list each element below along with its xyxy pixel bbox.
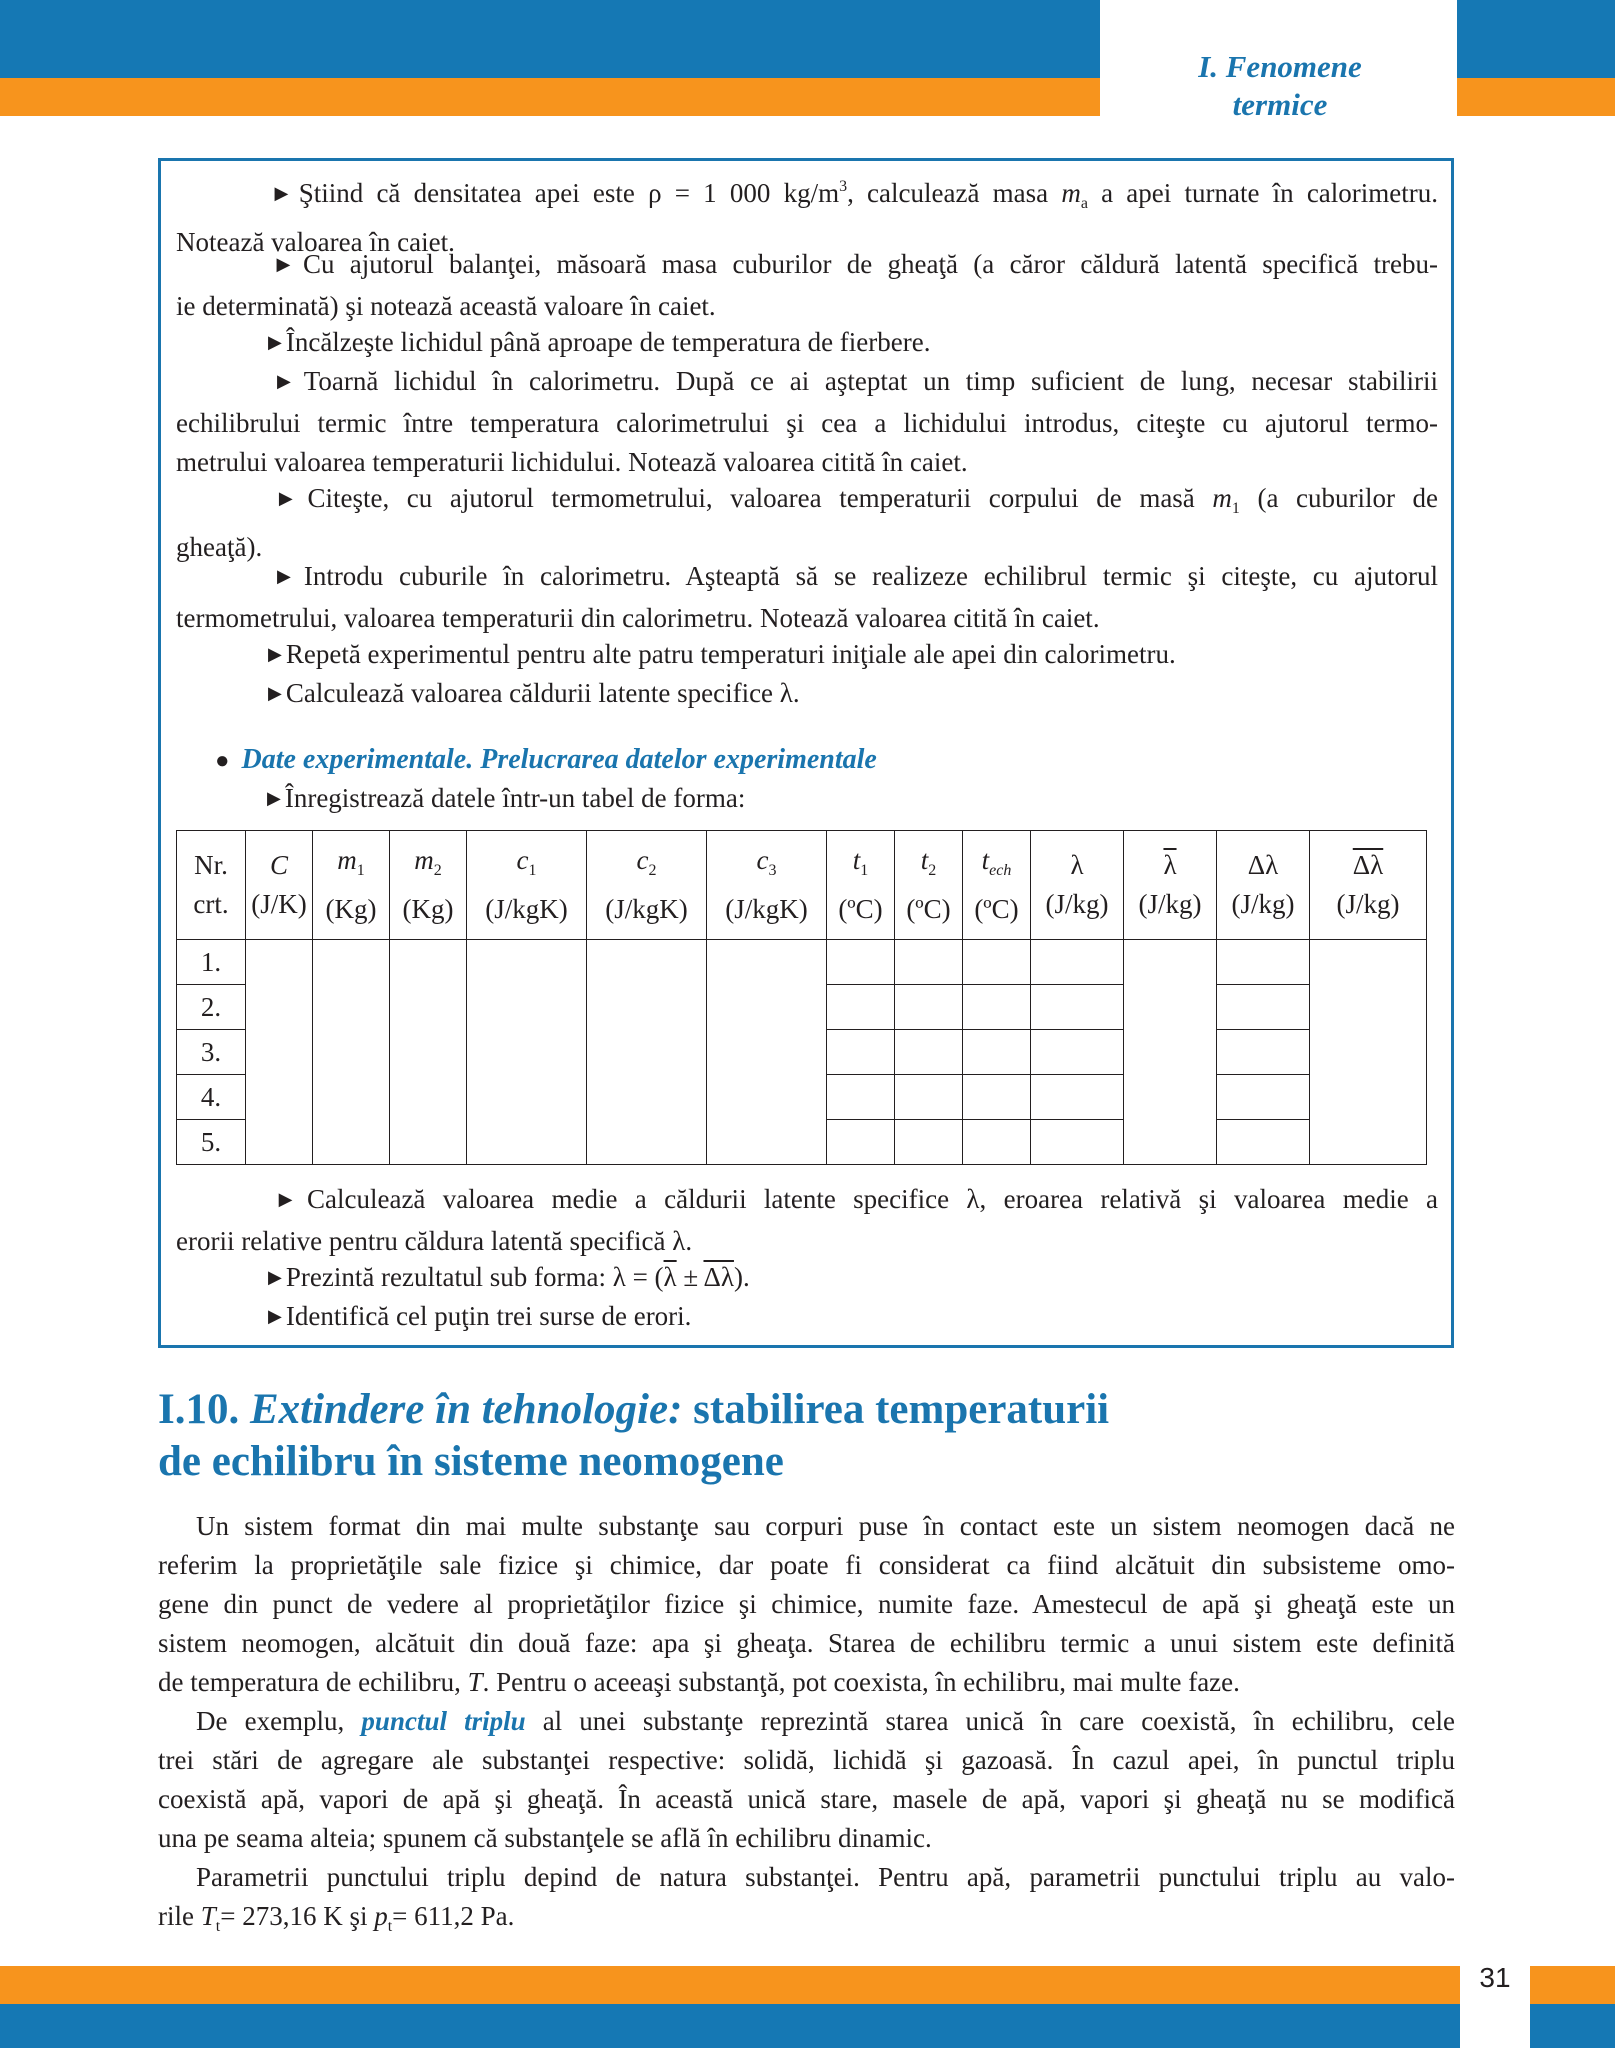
text: Înregistrează datele într-un tabel de forma: [284,783,746,813]
table-body [177,940,1427,1165]
empty-cell [1217,940,1310,985]
text: Introdu cuburile în calorimetru. Aşteaptă să se realizeze echilibrul termic şi citeşte, cu ajutorul [303,561,1439,591]
chapter-title [1105,48,1455,124]
text: de temperatura de echilibru, [158,1667,468,1697]
round-bullet-icon: ● [215,748,230,774]
footer-band-blue-left [0,2004,1460,2048]
data-section-heading [215,740,877,781]
empty-cell [467,940,587,1165]
body-paragraph-2-line1 [158,1702,1455,1741]
header-unit: (ºC) [974,894,1019,924]
analysis-step-3 [176,1297,1438,1339]
symbol: T [200,1901,216,1931]
table-header-cell [963,831,1031,940]
body-paragraph-3 [158,1858,1455,1946]
header-unit: (ºC) [906,894,951,924]
analysis-step-1-line1 [176,1180,1438,1222]
analysis-step-2-line1 [176,1258,1438,1300]
procedure-step-5-line1 [176,479,1438,528]
text: , calculează masa [847,178,1062,208]
header-unit: crt. [193,889,229,919]
empty-cell [1031,1120,1124,1165]
text: rile [158,1901,201,1931]
table-header-cell [1031,831,1124,940]
triangle-bullet-icon: ▶ [268,1306,282,1326]
empty-cell [895,985,963,1030]
empty-cell [827,1120,895,1165]
text: Toarnă lichidul în calorimetru. După ce ai aşteptat un timp suficient de lung, necesar stabilirii [303,366,1438,396]
subscript: 1 [1231,500,1240,517]
triangle-bullet-icon: ▶ [268,683,282,703]
body-paragraph-1-line5 [158,1663,1455,1702]
table-header-cell [246,831,313,940]
section-heading-rest: stabilirea temperaturii [682,1386,1110,1433]
text: al unei substanţe reprezintă starea unică în care coexistă, în echilibru, cele [525,1706,1455,1736]
empty-cell [1124,940,1217,1165]
text: Calculează valoarea căldurii latente specifice λ. [285,678,800,708]
header-subscript: 1 [860,862,869,879]
body-paragraph-1-line2: referim la proprietăţile sale fizice şi chimice, dar poate fi considerat ca fiind alcătuit din subsisteme omo- [158,1550,1455,1580]
procedure-step-3 [176,323,1438,365]
text: Calculează valoarea medie a căldurii latente specifice λ, eroarea relativă şi valoarea medie a [307,1184,1438,1214]
header-subscript: 3 [768,862,777,879]
row-number-cell: 2. [177,985,246,1030]
header-symbol: m [337,845,357,875]
header-subscript: 2 [928,862,937,879]
empty-cell [313,940,390,1165]
empty-cell [1031,940,1124,985]
empty-cell [895,1075,963,1120]
procedure-step-1-line1 [176,167,1438,223]
empty-cell [963,985,1031,1030]
row-number-cell: 4. [177,1075,246,1120]
table-header-cell [390,831,467,940]
text: Repetă experimentul pentru alte patru temperaturi iniţiale ale apei din calorimetru. [285,639,1176,669]
header-symbol: $\overline{\lambda}$ [1163,850,1177,880]
triangle-bullet-icon: ▶ [268,183,295,203]
text: Parametrii punctului triplu depind de natura substanţei. Pentru apă, parametrii punctului triplu au valo- [196,1862,1455,1892]
procedure-step-4 [176,362,1438,482]
empty-cell [827,1075,895,1120]
header-symbol: C [269,850,288,880]
header-symbol: c [516,845,529,875]
section-heading-italic: Extindere în tehnologie: [249,1386,683,1433]
triangle-bullet-icon: ▶ [268,1189,303,1209]
triangle-bullet-icon: ▶ [268,254,299,274]
data-instruction-line [176,779,1438,821]
header-unit: (Kg) [325,894,377,924]
footer-band-orange-left [0,1966,1460,2004]
body-paragraph-1-line3: gene din punct de vedere al proprietăţilor fizice şi chimice, numite faze. Amestecul de apă şi gheaţă este un [158,1589,1455,1619]
triangle-bullet-icon: ▶ [268,332,282,352]
table-header-cell [707,831,827,940]
procedure-step-6-line2: termometrului, valoarea temperaturii din calorimetru. Notează valoarea citită în caiet. [176,603,1100,633]
footer-band-orange-right [1530,1966,1615,2004]
body-paragraph-3-line1 [158,1858,1455,1897]
header-subscript: ech [989,862,1012,879]
section-heading [158,1384,1458,1488]
empty-cell [1310,940,1427,1165]
triangle-bullet-icon: ▶ [268,371,300,391]
keyword-triple-point: punctul triplu [361,1706,526,1736]
header-symbol: c [636,845,649,875]
procedure-step-6-line1 [176,557,1438,599]
header-subscript: 2 [648,862,657,879]
table-header-cell [313,831,390,940]
table-header-cell [1124,831,1217,940]
header-unit: (J/kg) [1336,889,1400,919]
symbol: m [1061,178,1081,208]
symbol: T [467,1667,483,1697]
analysis-step-3-line1 [176,1297,1438,1339]
header-unit: (ºC) [838,894,883,924]
header-symbol: c [756,845,769,875]
header-symbol: t [852,845,861,875]
body-paragraph-1 [158,1507,1455,1702]
experiment-data-table [176,830,1427,1165]
table-header-cell [1217,831,1310,940]
header-band-orange-left [0,78,1100,116]
procedure-step-7 [176,635,1438,677]
table-header-row [177,831,1427,940]
procedure-step-8 [176,674,1438,716]
procedure-step-2-line2: ie determinată) şi notează această valoare în caiet. [176,291,716,321]
procedure-step-2-line1 [176,245,1438,287]
header-unit: (J/kg) [1231,889,1295,919]
empty-cell [895,1120,963,1165]
triangle-bullet-icon: ▶ [268,488,304,508]
section-number: I.10. [158,1386,250,1433]
header-subscript: 1 [528,862,537,879]
procedure-step-5 [176,479,1438,567]
analysis-step-1 [176,1180,1438,1261]
empty-cell [963,1120,1031,1165]
triangle-bullet-icon: ▶ [268,644,282,664]
header-symbol: λ [1070,850,1084,880]
body-paragraph-1-line4: sistem neomogen, alcătuit din două faze: apa şi gheaţa. Starea de echilibru termic a unui sistem este definită [158,1628,1455,1658]
header-unit: (J/kgK) [605,894,688,924]
text: ). [733,1262,750,1292]
empty-cell [1031,985,1124,1030]
text: = 273,16 K şi [220,1901,375,1931]
row-number-cell: 5. [177,1120,246,1165]
empty-cell [963,940,1031,985]
header-band-blue-right [1457,0,1615,78]
page-number: 31 [1479,1962,1511,1993]
delta-lambda-mean-symbol: $\overline{\Delta\lambda}$ [703,1262,734,1292]
header-unit: (J/kgK) [725,894,808,924]
table-header-cell [895,831,963,940]
table-header-cell [1310,831,1427,940]
header-symbol: Δλ [1247,850,1279,880]
text: Prezintă rezultatul sub forma: λ = ( [285,1262,664,1292]
triangle-bullet-icon: ▶ [268,1267,282,1287]
text: . Pentru o aceeaşi substanţă, pot coexista, în echilibru, mai multe faze. [482,1667,1240,1697]
empty-cell [827,1030,895,1075]
header-symbol: m [414,845,434,875]
symbol: p [374,1901,388,1931]
header-subscript: 1 [356,862,365,879]
triangle-bullet-icon: ▶ [267,788,281,808]
table-header-cell [177,831,246,940]
empty-cell [1217,1030,1310,1075]
text: De exemplu, [196,1706,362,1736]
empty-cell [1217,1120,1310,1165]
body-paragraph-2 [158,1702,1455,1858]
footer-band-blue-right [1530,2004,1615,2048]
chapter-title-line1: I. Fenomene [1198,49,1362,84]
text: Citeşte, cu ajutorul termometrului, valoarea temperaturii corpului de masă [307,483,1213,513]
procedure-step-8-line1 [176,674,1438,716]
row-number-cell: 1. [177,940,246,985]
procedure-step-1-line2: Notează valoarea în caiet. [176,227,455,257]
empty-cell [963,1075,1031,1120]
table-header-cell [827,831,895,940]
header-unit: (J/K) [251,889,307,919]
row-number-cell: 3. [177,1030,246,1075]
empty-cell [1031,1030,1124,1075]
data-section-heading-text: Date experimentale. Prelucrarea datelor experimentale [241,744,877,775]
header-unit: (J/kg) [1045,889,1109,919]
empty-cell [895,940,963,985]
body-paragraph-2-line4: una pe seama alteia; spunem că substanţele se află în echilibru dinamic. [158,1823,932,1853]
empty-cell [390,940,467,1165]
header-symbol: $\overline{\Delta\lambda}$ [1352,850,1384,880]
procedure-step-3-line1 [176,323,1438,365]
procedure-step-4-line2: echilibrului termic între temperatura calorimetrului şi cea a lichidului introdus, citeşte cu ajutorul termo- [176,408,1438,438]
text: Ştiind că densitatea apei este ρ = 1 000 kg/m [298,178,840,208]
header-subscript: 2 [433,862,442,879]
header-symbol: Nr. [194,850,228,880]
procedure-step-5-line2: gheaţă). [176,532,263,562]
procedure-step-7-line1 [176,635,1438,677]
text: Un sistem format din mai multe substanţe sau corpuri puse în contact este un sistem neomogen dacă ne [196,1511,1455,1541]
header-unit: (J/kgK) [485,894,568,924]
procedure-step-6 [176,557,1438,638]
text: Încălzeşte lichidul până aproape de temperatura de fierbere. [285,327,931,357]
body-paragraph-1-line1 [158,1507,1455,1546]
empty-cell [1031,1075,1124,1120]
text: a apei turnate în calorimetru. [1087,178,1439,208]
empty-cell [895,1030,963,1075]
triangle-bullet-icon: ▶ [268,566,300,586]
header-unit: (Kg) [402,894,454,924]
symbol: m [1212,483,1232,513]
header-band-blue-left [0,0,1100,78]
table-header-cell [467,831,587,940]
empty-cell [1217,985,1310,1030]
subscript: a [1080,195,1088,212]
table-header-cell [587,831,707,940]
analysis-step-2 [176,1258,1438,1300]
table-row [177,940,1427,985]
data-instruction [176,779,1438,821]
procedure-step-4-line1 [176,362,1438,404]
header-symbol: t [981,845,990,875]
header-band-orange-right [1457,78,1615,116]
text: = 611,2 Pa. [392,1901,515,1931]
section-heading-line2: de echilibru în sisteme neomogene [158,1438,784,1485]
body-paragraph-2-line3: coexistă apă, vapori de apă şi gheaţă. În această unică stare, masele de apă, vapori şi gheaţă nu se modifică [158,1784,1455,1814]
subscript: t [215,1918,221,1935]
procedure-step-2 [176,245,1438,326]
empty-cell [1217,1075,1310,1120]
text: Identifică cel puţin trei surse de erori. [285,1301,692,1331]
empty-cell [587,940,707,1165]
subscript: t [387,1918,393,1935]
header-symbol: t [920,845,929,875]
empty-cell [246,940,313,1165]
empty-cell [707,940,827,1165]
section-heading-line1 [158,1384,1458,1436]
empty-cell [827,940,895,985]
procedure-step-4-line3: metrului valoarea temperaturii lichidului. Notează valoarea citită în caiet. [176,447,968,477]
body-paragraph-3-line2 [158,1897,1455,1946]
text: ± [676,1262,704,1292]
empty-cell [963,1030,1031,1075]
chapter-title-line2: termice [1232,87,1328,122]
analysis-step-1-line2: erorii relative pentru căldura latentă specifică λ. [176,1226,693,1256]
body-paragraph-2-line2: trei stări de agregare ale substanţei respective: solidă, lichidă şi gazoasă. În cazul apei, în punctul triplu [158,1745,1455,1775]
lambda-mean-symbol: $\overline{\lambda}$ [663,1262,677,1292]
header-unit: (J/kg) [1138,889,1202,919]
empty-cell [827,985,895,1030]
text: Cu ajutorul balanţei, măsoară masa cuburilor de gheaţă (a căror căldură latentă specifică trebu- [302,249,1439,279]
superscript: 3 [839,178,848,195]
text: (a cuburilor de [1239,483,1439,513]
